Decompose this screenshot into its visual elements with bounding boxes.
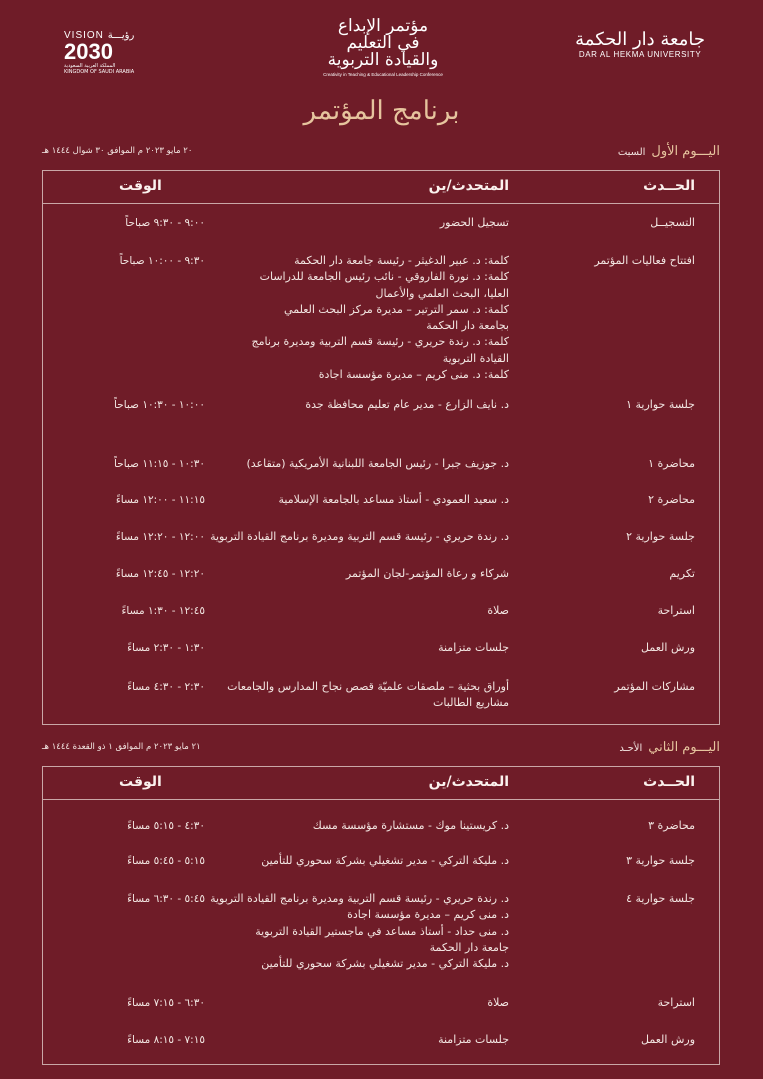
university-name-en: DAR AL HEKMA UNIVERSITY bbox=[578, 50, 702, 59]
speakers-cell bbox=[199, 215, 509, 231]
day1-heading bbox=[42, 142, 720, 160]
time-cell: ٤:٣٠ - ٥:١٥ مساءً bbox=[127, 820, 205, 832]
speaker-line: كلمة: د. نورة الفاروقي - نائب رئيس الجامعة للدراسات bbox=[259, 270, 509, 284]
speakers-cell bbox=[199, 891, 509, 972]
speaker-line: تسجيل الحضور bbox=[439, 216, 509, 229]
speakers-cell bbox=[199, 492, 509, 508]
time-cell: ٧:١٥ - ٨:١٥ مساءً bbox=[127, 1034, 205, 1046]
speaker-line: بجامعة دار الحكمة bbox=[426, 319, 509, 333]
event-cell: التسجيــل bbox=[650, 216, 695, 229]
day2-heading bbox=[42, 738, 720, 756]
conference-logo bbox=[318, 18, 448, 77]
time-cell: ١:٣٠ - ٢:٣٠ مساءً bbox=[127, 642, 205, 654]
time-cell: ٥:٤٥ - ٦:٣٠ مساءً bbox=[127, 893, 205, 905]
university-logo bbox=[575, 30, 705, 59]
day1-date: ٢٠ مايو ٢٠٢٣ م الموافق ٣٠ شوال ١٤٤٤ هـ bbox=[42, 146, 193, 156]
speakers-cell bbox=[199, 640, 509, 656]
speakers-cell bbox=[199, 995, 509, 1011]
conference-english-name: Creativity in Teaching & Educational Leadership Conference bbox=[323, 72, 443, 77]
event-cell: محاضرة ٢ bbox=[648, 493, 695, 506]
day2-name bbox=[619, 740, 720, 755]
event-cell: تكريم bbox=[669, 567, 695, 580]
column-time: الوقت bbox=[119, 178, 162, 194]
conference-line-3: والقيادة التربوية bbox=[327, 50, 439, 70]
conference-line-1: مؤتمر الإبداع bbox=[337, 16, 429, 36]
time-cell: ٦:٣٠ - ٧:١٥ مساءً bbox=[127, 997, 205, 1009]
vision-sub-en: KINGDOM OF SAUDI ARABIA bbox=[64, 69, 135, 75]
column-speakers: المتحدث/ين bbox=[428, 178, 509, 194]
time-cell: ١٠:٠٠ - ١٠:٣٠ صباحاً bbox=[114, 399, 205, 411]
time-cell: ١٠:٣٠ - ١١:١٥ صباحاً bbox=[114, 458, 205, 470]
speaker-line: د. جوزيف جبرا - رئيس الجامعة اللبنانية الأمريكية (متقاعد) bbox=[246, 457, 509, 470]
speaker-line: د. سعيد العمودي - أستاذ مساعد بالجامعة الإسلامية bbox=[278, 493, 509, 506]
column-event: الحــدث bbox=[643, 178, 695, 194]
event-cell: جلسة حوارية ٣ bbox=[626, 854, 695, 867]
speaker-line: جلسات متزامنة bbox=[438, 641, 509, 654]
day2-ordinal: اليـــوم الثاني bbox=[648, 739, 720, 755]
speakers-cell bbox=[199, 853, 509, 869]
page-header bbox=[0, 0, 763, 90]
speakers-cell bbox=[199, 679, 509, 712]
vision-number: 2030 bbox=[64, 39, 113, 64]
speaker-line: أوراق بحثية – ملصقات علميّة قصص نجاح المدارس والجامعات bbox=[227, 680, 509, 693]
speaker-line: د. رندة حريري - رئيسة قسم التربية ومديرة برنامج القيادة التربوية bbox=[210, 892, 509, 905]
time-cell: ١١:١٥ - ١٢:٠٠ مساءً bbox=[115, 494, 205, 506]
speaker-line: د. مليكة التركي - مدير تشغيلي بشركة سحوري للتأمين bbox=[261, 854, 509, 867]
speakers-cell bbox=[199, 456, 509, 472]
day1-table-header bbox=[43, 171, 719, 204]
time-cell: ٩:٠٠ - ٩:٣٠ صباحاً bbox=[125, 217, 205, 229]
event-cell: جلسة حوارية ١ bbox=[626, 398, 695, 411]
time-cell: ٩:٣٠ - ١٠:٠٠ صباحاً bbox=[119, 255, 205, 267]
speaker-line: القيادة التربوية bbox=[442, 351, 509, 365]
vision-2030-logo bbox=[64, 30, 144, 75]
speaker-line: كلمة: د. منى كريم – مديرة مؤسسة اجادة bbox=[318, 368, 509, 382]
event-cell: استراحة bbox=[657, 604, 695, 617]
event-cell: ورش العمل bbox=[641, 1033, 695, 1046]
speaker-line: د. نايف الزارع - مدير عام تعليم محافظة جدة bbox=[305, 398, 509, 411]
day1-weekday: السبت bbox=[617, 146, 646, 158]
day1-ordinal: اليـــوم الأول bbox=[651, 143, 720, 159]
speaker-line: شركاء و رعاة المؤتمر-لجان المؤتمر bbox=[345, 567, 509, 580]
speakers-cell bbox=[199, 397, 509, 413]
event-cell: افتتاح فعاليات المؤتمر bbox=[594, 254, 695, 267]
speaker-line: د. منى حداد - أستاذ مساعد في ماجستير القيادة التربوية bbox=[255, 924, 509, 938]
day1-schedule-table bbox=[42, 170, 720, 725]
time-cell: ١٢:٠٠ - ١٢:٢٠ مساءً bbox=[115, 531, 205, 543]
day2-table-header bbox=[43, 767, 719, 800]
speaker-line: كلمة: د. رندة حريري - رئيسة قسم التربية ومديرة برنامج bbox=[251, 335, 509, 349]
speaker-line: د. مليكة التركي - مدير تشغيلي بشركة سحوري للتأمين bbox=[261, 957, 509, 971]
speakers-cell bbox=[199, 566, 509, 582]
page-title: برنامج المؤتمر bbox=[303, 96, 460, 126]
column-speakers: المتحدث/ين bbox=[428, 774, 509, 790]
university-name-ar: جامعة دار الحكمة bbox=[575, 29, 705, 50]
column-event: الحــدث bbox=[643, 774, 695, 790]
speakers-cell bbox=[199, 818, 509, 834]
event-cell: استراحة bbox=[657, 996, 695, 1009]
event-cell: مشاركات المؤتمر bbox=[614, 680, 695, 693]
speaker-line: كلمة: د. سمر الترتير – مديرة مركز البحث العلمي bbox=[284, 302, 509, 316]
speakers-cell bbox=[199, 529, 509, 545]
speaker-line: مشاريع الطالبات bbox=[433, 696, 509, 710]
day2-weekday: الأحـد bbox=[619, 742, 643, 754]
event-cell: محاضرة ١ bbox=[648, 457, 695, 470]
time-cell: ١٢:٤٥ - ١:٣٠ مساءً bbox=[121, 605, 205, 617]
time-cell: ٥:١٥ - ٥:٤٥ مساءً bbox=[127, 855, 205, 867]
speaker-line: د. كريستينا موك - مستشارة مؤسسة مسك bbox=[312, 819, 509, 832]
time-cell: ١٢:٢٠ - ١٢:٤٥ مساءً bbox=[115, 568, 205, 580]
conference-line-2: في التعليم bbox=[346, 33, 420, 53]
day2-date: ٢١ مايو ٢٠٢٣ م الموافق ١ ذو القعدة ١٤٤٤ هـ bbox=[42, 742, 201, 752]
speaker-line: صلاة bbox=[487, 996, 509, 1009]
speakers-cell bbox=[199, 603, 509, 619]
speakers-cell bbox=[199, 253, 509, 383]
speaker-line: صلاة bbox=[487, 604, 509, 617]
event-cell: جلسة حوارية ٤ bbox=[626, 892, 695, 905]
vision-top-label: VISION رؤيـــة bbox=[64, 30, 135, 41]
event-cell: محاضرة ٣ bbox=[648, 819, 695, 832]
vision-sub-ar: المملكة العربية السعودية bbox=[64, 63, 116, 69]
speaker-line: العليا، البحث العلمي والأعمال bbox=[375, 286, 509, 300]
column-time: الوقت bbox=[119, 774, 162, 790]
speaker-line: جامعة دار الحكمة bbox=[429, 940, 509, 954]
speakers-cell bbox=[199, 1032, 509, 1048]
event-cell: جلسة حوارية ٢ bbox=[626, 530, 695, 543]
day1-name bbox=[618, 144, 720, 159]
speaker-line: جلسات متزامنة bbox=[438, 1033, 509, 1046]
time-cell: ٢:٣٠ - ٤:٣٠ مساءً bbox=[127, 681, 205, 693]
speaker-line: د. منى كريم – مديرة مؤسسة اجادة bbox=[347, 908, 509, 922]
event-cell: ورش العمل bbox=[641, 641, 695, 654]
speaker-line: كلمة: د. عبير الدغيثر - رئيسة جامعة دار الحكمة bbox=[294, 254, 509, 267]
day2-schedule-table bbox=[42, 766, 720, 1065]
speaker-line: د. رندة حريري - رئيسة قسم التربية ومديرة برنامج القيادة التربوية bbox=[210, 530, 509, 543]
